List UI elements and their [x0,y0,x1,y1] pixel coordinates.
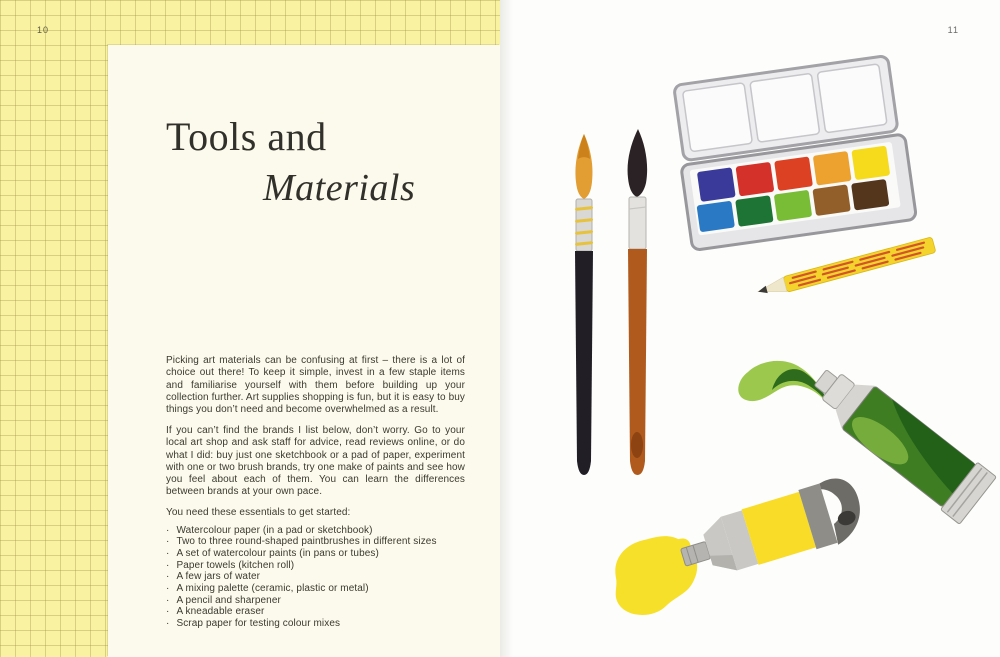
right-page [500,0,1000,657]
chapter-title-line2: Materials [263,167,416,209]
list-item: · A mixing palette (ceramic, plastic or metal) [166,583,465,595]
brush-bristles [628,129,648,197]
paint-pan [851,146,890,181]
paint-pan [735,195,773,227]
paragraph: Picking art materials can be confusing at first – there is a lot of choice out there! To keep it simple, invest in a few staple items and familiarise yourself with them before building up your collection further. Art supplies shopping is fun, but it is easy to buy things you don’t need and become overwhelmed as a result. [166,355,465,416]
list-item: · Two to three round-shaped paintbrushes in different sizes [166,536,465,548]
pencil-graphite-tip [757,286,768,296]
mixing-well [683,83,753,152]
content-panel [108,45,500,657]
pencil-illustration [748,234,940,310]
mixing-well [817,64,887,133]
watercolour-pan-set-illustration [656,52,924,250]
list-item: · A few jars of water [166,571,465,583]
paint-pan [851,179,889,211]
list-item: · Watercolour paper (in a pad or sketchbook) [166,525,465,537]
paint-pan [813,151,852,186]
paint-pan [697,201,735,233]
paint-pan [697,167,736,202]
pencil-wood-tip [756,277,787,299]
list-item: · A kneadable eraser [166,606,465,618]
list-item: · A set of watercolour paints (in pans or tubes) [166,548,465,560]
paintbrush-amber-illustration [566,131,602,479]
paint-pan [774,190,812,222]
paragraph: If you can’t find the brands I list below, don’t worry. Go to your local art shop and ask staff for advice, read reviews online, or do what I did: buy just one sketchbook or a pad of paper, experiment with one or two brush brands, try one make of paints and see how you feel about each of them. You can learn the differences between brands at your own pace. [166,424,465,498]
brush-handle [575,251,593,475]
paintbrush-black-illustration [617,127,657,483]
yellow-tube-body [674,473,870,589]
list-intro: You need these essentials to get started: [166,507,351,519]
list-item: · Paper towels (kitchen roll) [166,560,465,572]
paint-pan [736,162,775,197]
list-item: · Scrap paper for testing colour mixes [166,618,465,630]
chapter-body [166,355,465,630]
yellow-paint-tube-illustration [600,486,892,650]
page-number-left: 10 [37,25,50,35]
page-number-right: 11 [947,25,959,35]
brush-ferrule [629,197,646,249]
paint-pan [774,156,813,191]
mixing-well [750,73,820,142]
chapter-title-line1: Tools and [166,114,327,159]
paint-pan [812,184,850,216]
list-item: · A pencil and sharpener [166,595,465,607]
essentials-list [166,525,465,630]
